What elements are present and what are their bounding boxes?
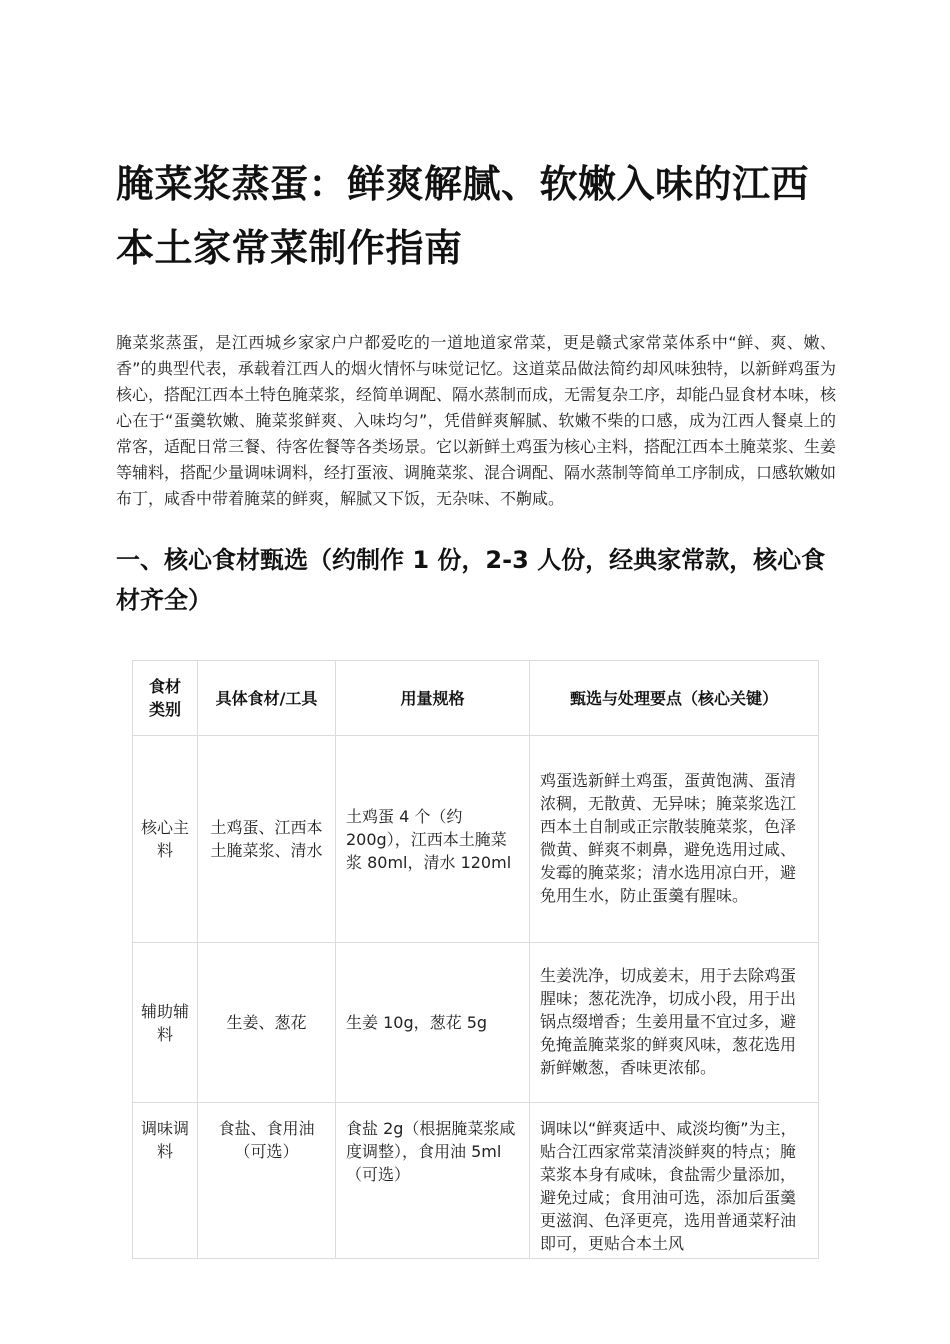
header-amount: 用量规格	[336, 661, 530, 736]
table-row	[133, 736, 819, 943]
table-row	[133, 943, 819, 1103]
document-title: 腌菜浆蒸蛋：鲜爽解腻、软嫩入味的江西本土家常菜制作指南	[116, 162, 810, 270]
header-items: 具体食材/工具	[198, 661, 336, 736]
cell-amount	[336, 1103, 530, 1259]
section-heading-ingredients: 一、核心食材甄选（约制作 1 份，2-3 人份，经典家常款，核心食材齐全）	[116, 546, 826, 614]
table-row	[133, 1103, 819, 1259]
table-header-row	[133, 661, 819, 736]
cell-items	[198, 1103, 336, 1259]
cell-amount: 土鸡蛋 4 个（约 200g），江西本土腌菜浆 80ml，清水 120ml	[336, 736, 530, 943]
cell-category	[133, 1103, 198, 1259]
cell-category: 辅助辅料	[133, 943, 198, 1103]
cell-notes: 生姜洗净，切成姜末，用于去除鸡蛋腥味；葱花洗净，切成小段，用于出锅点缀增香；生姜用量不宜过多，避免掩盖腌菜浆的鲜爽风味，葱花选用新鲜嫩葱，香味更浓郁。	[530, 943, 819, 1103]
cell-category: 核心主料	[133, 736, 198, 943]
cell-notes-text: 调味以“鲜爽适中、咸淡均衡”为主，贴合江西家常菜清淡鲜爽的特点；腌菜浆本身有咸味，食盐需少量添加，避免过咸；食用油可选，添加后蛋羹更滋润、色泽更亮，选用普通菜籽油即可，更贴合本土风	[540, 1119, 797, 1253]
document-page	[116, 152, 836, 620]
cell-items: 生姜、葱花	[198, 943, 336, 1103]
cell-category-text: 调味调料	[140, 1119, 189, 1161]
cell-notes: 鸡蛋选新鲜土鸡蛋，蛋黄饱满、蛋清浓稠，无散黄、无异味；腌菜浆选江西本土自制或正宗散装腌菜浆，色泽微黄、鲜爽不刺鼻，避免选用过咸、发霉的腌菜浆；清水选用凉白开，避免用生水，防止蛋羹有腥味。	[530, 736, 819, 943]
cell-amount-text: 食盐 2g（根据腌菜浆咸度调整），食用油 5ml（可选）	[346, 1119, 516, 1184]
ingredients-table	[132, 660, 819, 1259]
header-notes: 甄选与处理要点（核心关键）	[530, 661, 819, 736]
cell-items: 土鸡蛋、江西本土腌菜浆、清水	[198, 736, 336, 943]
intro-paragraph: 腌菜浆蒸蛋，是江西城乡家家户户都爱吃的一道地道家常菜，更是赣式家常菜体系中“鲜、爽、嫩、香”的典型代表，承载着江西人的烟火情怀与味觉记忆。这道菜品做法简约却风味独特，以新鲜鸡蛋为核心，搭配江西本土特色腌菜浆，经简单调配、隔水蒸制而成，无需复杂工序，却能凸显食材本味，核心在于“蛋羹软嫩、腌菜浆鲜爽、入味均匀”，凭借鲜爽解腻、软嫩不柴的口感，成为江西人餐桌上的常客，适配日常三餐、待客佐餐等各类场景。它以新鲜土鸡蛋为核心主料，搭配江西本土腌菜浆、生姜等辅料，搭配少量调味调料，经打蛋液、调腌菜浆、混合调配、隔水蒸制等简单工序制成，口感软嫩如布丁，咸香中带着腌菜的鲜爽，解腻又下饭，无杂味、不齁咸。	[116, 333, 837, 508]
cell-items-text: 食盐、食用油（可选）	[218, 1119, 315, 1161]
cell-amount: 生姜 10g，葱花 5g	[336, 943, 530, 1103]
header-category: 食材类别	[133, 661, 198, 736]
cell-notes	[530, 1103, 819, 1259]
